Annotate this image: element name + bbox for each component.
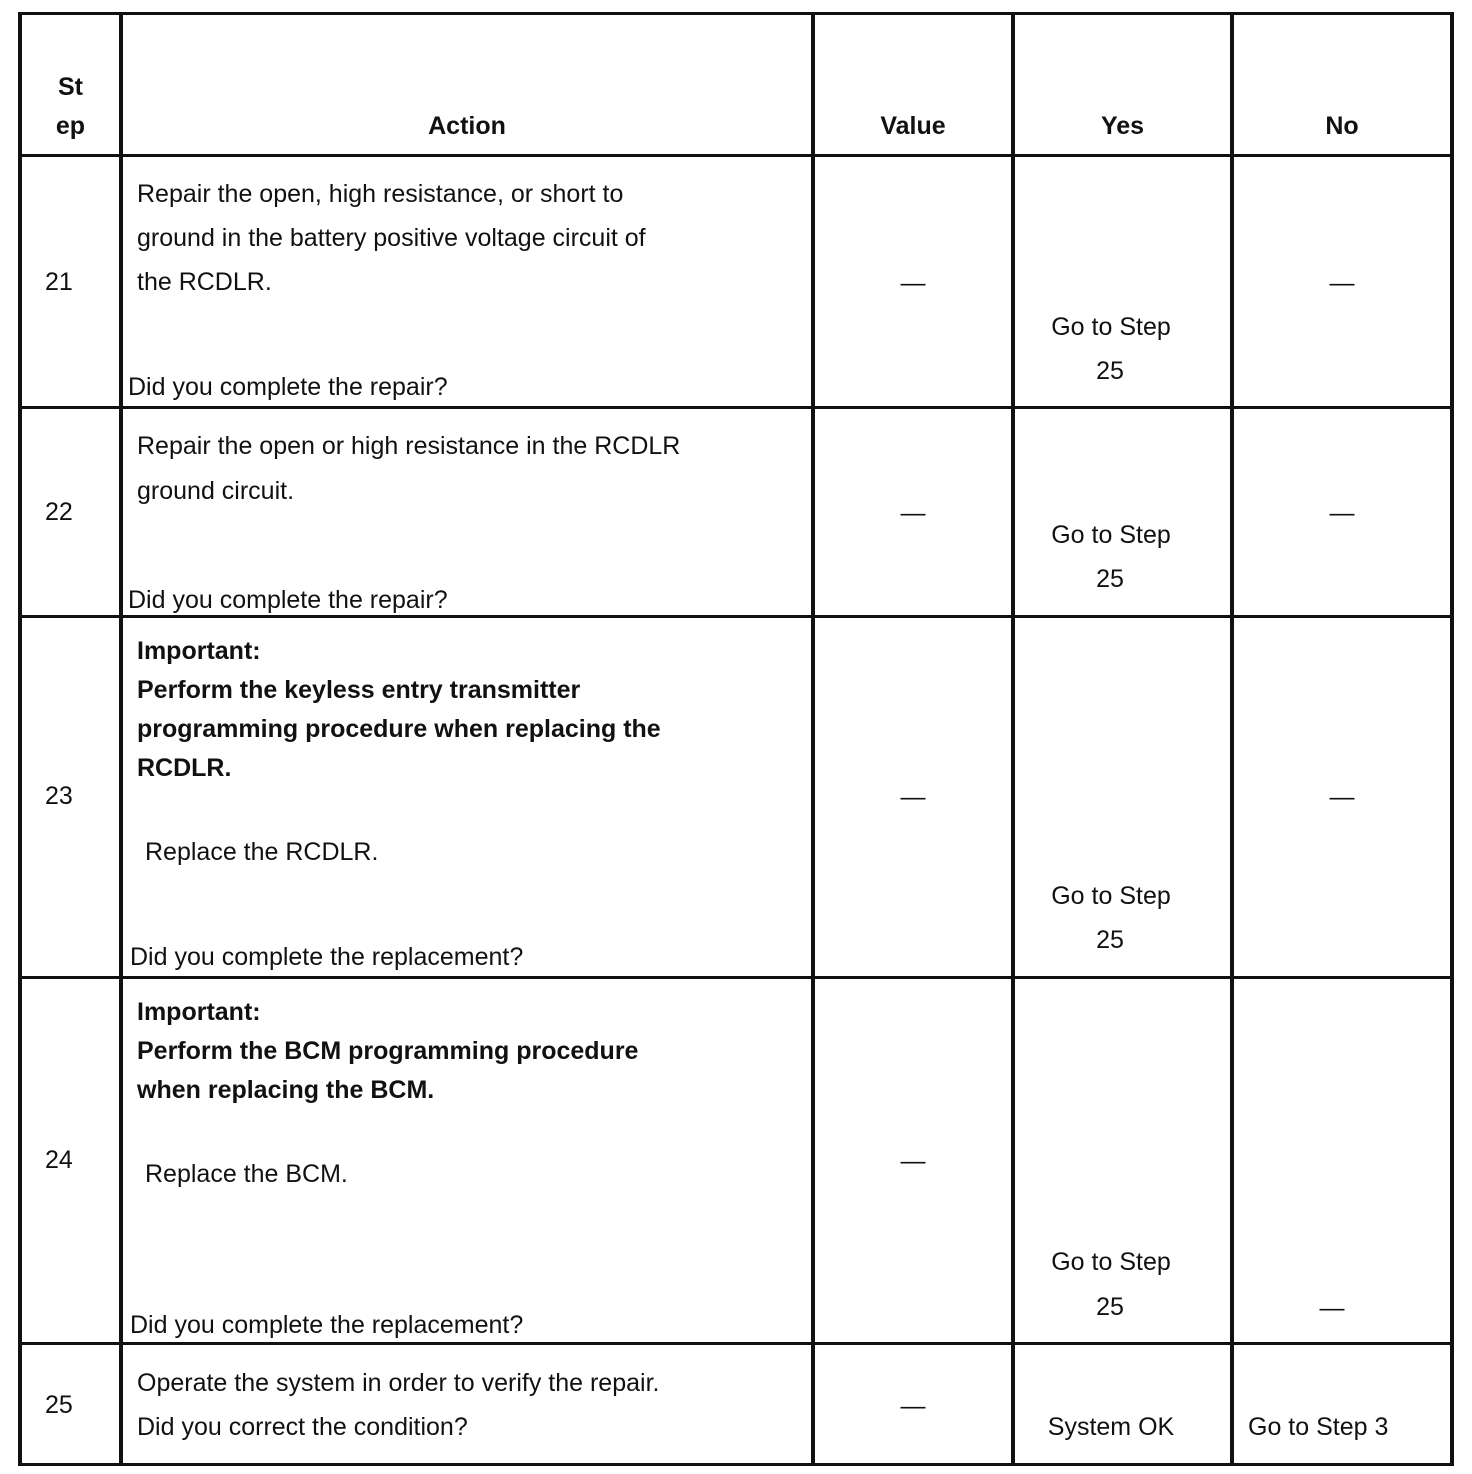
yes-step-number: 25 bbox=[1096, 565, 1124, 593]
grid-line-step-action bbox=[119, 12, 123, 1466]
important-line: programming procedure when replacing the bbox=[137, 715, 661, 743]
step-number-23: 23 bbox=[45, 782, 73, 810]
important-line: Perform the keyless entry transmitter bbox=[137, 676, 581, 704]
yes-step-number: 25 bbox=[1096, 1293, 1124, 1321]
grid-line-row-23-bottom bbox=[18, 976, 1454, 979]
action-line: ground circuit. bbox=[137, 477, 295, 505]
important-line: RCDLR. bbox=[137, 754, 232, 782]
yes-go-to-step: Go to Step bbox=[1051, 1248, 1171, 1276]
header-step bbox=[22, 72, 119, 141]
action-instruction: Replace the BCM. bbox=[145, 1160, 348, 1188]
yes-step-number: 25 bbox=[1096, 357, 1124, 385]
value-dash: — bbox=[900, 1147, 926, 1175]
value-dash: — bbox=[900, 783, 926, 811]
important-line: Perform the BCM programming procedure bbox=[137, 1037, 639, 1065]
action-question: Did you complete the repair? bbox=[128, 586, 448, 614]
action-question: Did you complete the repair? bbox=[128, 373, 448, 401]
action-line: Repair the open or high resistance in the RCDLR bbox=[137, 432, 681, 460]
grid-line-row-22-bottom bbox=[18, 615, 1454, 618]
yes-go-to-step: Go to Step bbox=[1051, 882, 1171, 910]
no-go-to-step: Go to Step 3 bbox=[1248, 1413, 1389, 1441]
header-step-line1: St bbox=[58, 73, 83, 101]
value-dash: — bbox=[900, 1392, 926, 1420]
no-dash: — bbox=[1329, 269, 1355, 297]
action-line: ground in the battery positive voltage circuit of bbox=[137, 224, 646, 252]
step-number-21: 21 bbox=[45, 268, 73, 296]
action-line: Did you correct the condition? bbox=[137, 1413, 468, 1441]
header-action: Action bbox=[428, 112, 506, 140]
value-dash: — bbox=[900, 269, 926, 297]
grid-line-bottom bbox=[18, 1463, 1454, 1466]
action-question: Did you complete the replacement? bbox=[130, 943, 524, 971]
diagnostic-table bbox=[18, 12, 1454, 1466]
grid-line-yes-no bbox=[1230, 12, 1234, 1466]
header-no: No bbox=[1325, 112, 1359, 140]
step-number-24: 24 bbox=[45, 1146, 73, 1174]
action-line: the RCDLR. bbox=[137, 268, 272, 296]
action-line: Operate the system in order to verify the repair. bbox=[137, 1369, 660, 1397]
header-value: Value bbox=[880, 112, 946, 140]
no-dash: — bbox=[1329, 499, 1355, 527]
grid-line-row-24-bottom bbox=[18, 1342, 1454, 1345]
header-yes: Yes bbox=[1100, 112, 1145, 140]
grid-line-right bbox=[1450, 12, 1454, 1466]
action-instruction: Replace the RCDLR. bbox=[145, 838, 379, 866]
no-dash: — bbox=[1319, 1294, 1345, 1322]
yes-system-ok: System OK bbox=[1047, 1413, 1175, 1441]
no-dash: — bbox=[1329, 783, 1355, 811]
grid-line-header-bottom bbox=[18, 154, 1454, 157]
yes-step-number: 25 bbox=[1096, 926, 1124, 954]
yes-go-to-step: Go to Step bbox=[1051, 521, 1171, 549]
action-question: Did you complete the replacement? bbox=[130, 1311, 524, 1339]
value-dash: — bbox=[900, 499, 926, 527]
important-line: when replacing the BCM. bbox=[137, 1076, 435, 1104]
header-step-line2: ep bbox=[55, 112, 86, 140]
action-line: Repair the open, high resistance, or short to bbox=[137, 180, 624, 208]
important-label: Important: bbox=[137, 998, 261, 1026]
grid-line-action-value bbox=[811, 12, 815, 1466]
important-label: Important: bbox=[137, 637, 261, 665]
yes-go-to-step: Go to Step bbox=[1051, 313, 1171, 341]
grid-line-left bbox=[18, 12, 22, 1466]
step-number-25: 25 bbox=[45, 1391, 73, 1419]
grid-line-row-21-bottom bbox=[18, 406, 1454, 409]
step-number-22: 22 bbox=[45, 498, 73, 526]
grid-line-top bbox=[18, 12, 1454, 15]
